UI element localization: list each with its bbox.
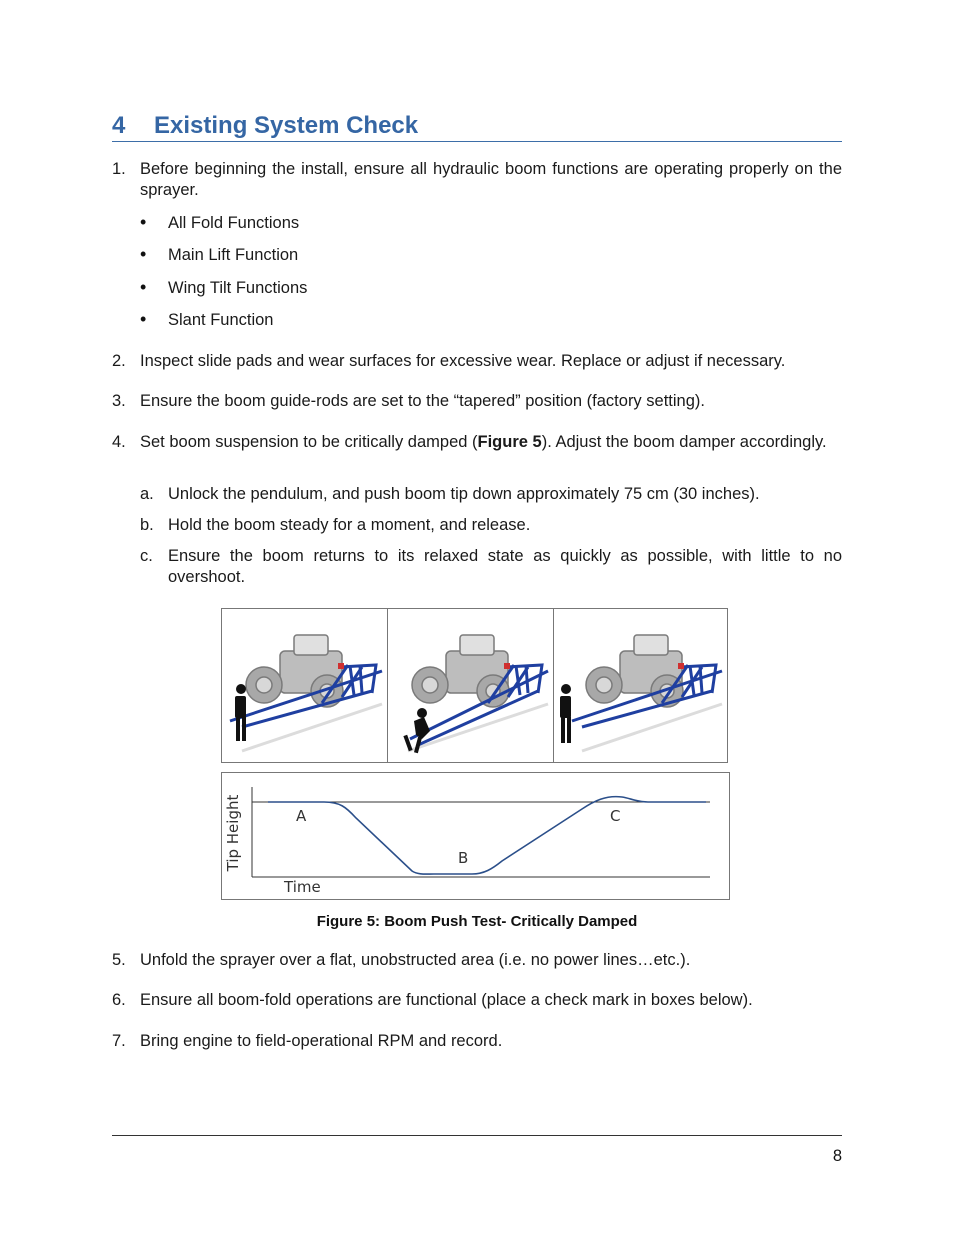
sprayer-illustration (222, 609, 387, 762)
figure-caption: Figure 5: Boom Push Test- Critically Damped (316, 913, 638, 930)
substep-a-marker: a. (140, 485, 154, 503)
figure-panel-pushed (387, 608, 554, 763)
figure-reference: Figure 5 (477, 433, 542, 451)
figure-panel-released (553, 608, 728, 763)
section-title: Existing System Check (154, 112, 419, 139)
tip-height-curve (222, 773, 729, 899)
figure-panel-relaxed (221, 608, 388, 763)
footer-divider (112, 1135, 842, 1136)
step-5-text: Unfold the sprayer over a flat, unobstructed area (i.e. no power lines…etc.). (140, 951, 691, 969)
bullet-marker: • (140, 212, 147, 232)
bullet-item: Wing Tilt Functions (168, 279, 308, 297)
graph-point-c: C (610, 807, 621, 825)
step-4-text (140, 432, 842, 453)
step-2-text: Inspect slide pads and wear surfaces for excessive wear. Replace or adjust if necessary. (140, 352, 786, 370)
step-5-marker: 5. (112, 951, 126, 969)
graph-xlabel: Time (284, 878, 321, 896)
step-6-text: Ensure all boom-fold operations are functional (place a check mark in boxes below). (140, 991, 753, 1009)
graph-point-b: B (458, 849, 469, 867)
bullet-item: Main Lift Function (168, 246, 299, 264)
step-1-text: Before beginning the install, ensure all hydraulic boom functions are operating properly on the sprayer. (140, 160, 842, 199)
bullet-marker: • (140, 277, 147, 297)
bullet-marker: • (140, 309, 147, 329)
tip-height-graph (221, 772, 730, 900)
step-4-text-end: ). Adjust the boom damper accordingly. (541, 433, 827, 451)
substep-b-text: Hold the boom steady for a moment, and release. (168, 516, 531, 534)
step-1-marker: 1. (112, 160, 126, 178)
substep-c-marker: c. (140, 547, 153, 565)
step-2-marker: 2. (112, 352, 126, 370)
substep-b-marker: b. (140, 516, 154, 534)
step-4-text-start: Set boom suspension to be critically damped ( (140, 433, 478, 451)
step-6-marker: 6. (112, 991, 126, 1009)
bullet-item: All Fold Functions (168, 214, 300, 232)
bullet-item: Slant Function (168, 311, 274, 329)
step-3-marker: 3. (112, 392, 126, 410)
sprayer-illustration (388, 609, 553, 762)
page-number: 8 (832, 1147, 842, 1165)
step-3-text: Ensure the boom guide-rods are set to the “tapered” position (factory setting). (140, 392, 705, 410)
substep-c-text: Ensure the boom returns to its relaxed state as quickly as possible, with little to no overshoot. (168, 547, 842, 586)
step-7-marker: 7. (112, 1032, 126, 1050)
section-heading (112, 112, 842, 142)
graph-point-a: A (296, 807, 307, 825)
step-7-text: Bring engine to field-operational RPM and record. (140, 1032, 503, 1050)
graph-ylabel: Tip Height (224, 794, 242, 872)
bullet-marker: • (140, 244, 147, 264)
section-number: 4 (112, 112, 126, 139)
sprayer-illustration (554, 609, 727, 762)
step-4-marker: 4. (112, 433, 126, 451)
substep-a-text: Unlock the pendulum, and push boom tip down approximately 75 cm (30 inches). (168, 485, 760, 503)
